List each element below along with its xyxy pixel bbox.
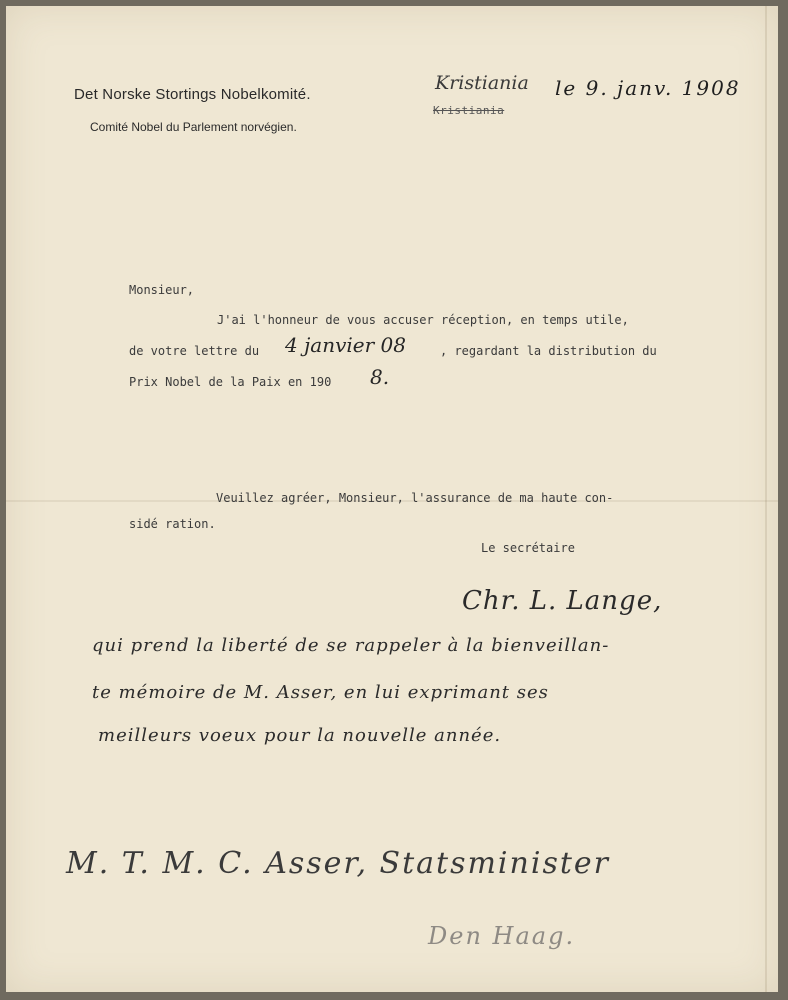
signature: Chr. L. Lange,: [462, 586, 663, 616]
closing-line-2: sidé ration.: [129, 517, 216, 531]
annotation-line-1: qui prend la liberté de se rappeler à la bienveillan-: [92, 635, 610, 656]
address-line-2: Den Haag.: [428, 922, 576, 950]
signer-title: Le secrétaire: [481, 541, 575, 555]
dateline-struck-place: Kristiania: [433, 104, 505, 117]
annotation-line-3: meilleurs voeux pour la nouvelle année.: [98, 725, 502, 746]
body-line-2-end: , regardant la distribution du: [440, 344, 657, 358]
handwritten-date: le 9. janv. 1908: [555, 76, 741, 100]
closing-line-1: Veuillez agréer, Monsieur, l'assurance de ma haute con-: [216, 491, 614, 505]
body-line-3-start: Prix Nobel de la Paix en 190: [129, 375, 332, 389]
address-line-1: M. T. M. C. Asser, Statsminister: [66, 846, 610, 881]
annotation-line-2: te mémoire de M. Asser, en lui exprimant ses: [92, 682, 549, 703]
letterhead-subtitle: Comité Nobel du Parlement norvégien.: [90, 120, 297, 134]
body-line-2-handwritten-date: 4 janvier 08: [285, 333, 406, 357]
body-line-2-start: de votre lettre du: [129, 344, 260, 358]
salutation: Monsieur,: [129, 283, 195, 297]
dateline-place: Kristiania: [435, 72, 529, 94]
body-line-3-handwritten-year: 8.: [370, 365, 390, 389]
body-line-1: J'ai l'honneur de vous accuser réception, en temps utile,: [217, 313, 629, 327]
fold-line-vertical: [765, 6, 767, 992]
letterhead-title: Det Norske Stortings Nobelkomité.: [74, 86, 311, 103]
